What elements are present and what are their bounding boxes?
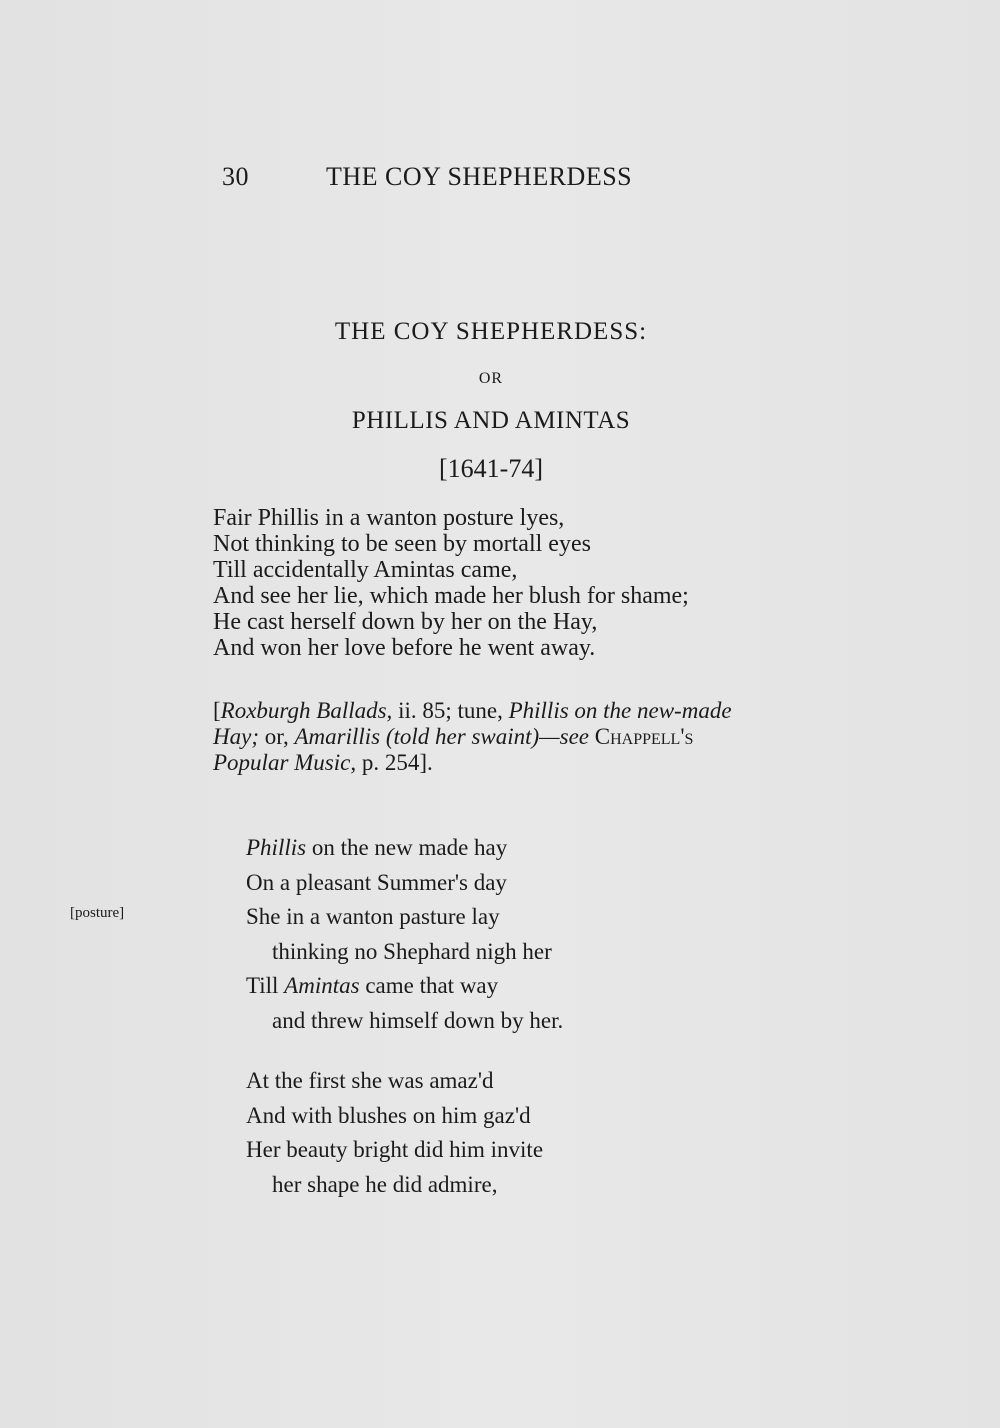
note-ref: ii. 85; tune, bbox=[392, 698, 509, 723]
note-author: Chappell's bbox=[589, 724, 694, 749]
running-head bbox=[222, 162, 632, 192]
note-work: Popular Music, bbox=[213, 750, 357, 775]
argument-line: He cast herself down by her on the Hay, bbox=[213, 609, 598, 635]
note-page: p. 254]. bbox=[356, 750, 433, 775]
margin-note: [posture] bbox=[70, 905, 125, 921]
verse-text: Till bbox=[246, 973, 285, 999]
argument-line: And see her lie, which made her blush for shame; bbox=[213, 583, 689, 609]
verse-line: And with blushes on him gaz'd bbox=[246, 1102, 531, 1128]
verse-line: her shape he did admire, bbox=[272, 1171, 498, 1197]
verse-line: At the first she was amaz'd bbox=[246, 1068, 494, 1093]
verse-line: thinking no Shephard nigh her bbox=[272, 938, 552, 964]
note-tune-2: Amarillis (told her swaint)—see bbox=[294, 724, 590, 749]
note-bracket: [ bbox=[213, 698, 221, 723]
verse-line: She in a wanton pasture lay bbox=[246, 904, 500, 930]
page-number: 30 bbox=[222, 162, 249, 191]
argument-line: Not thinking to be seen by mortall eyes bbox=[213, 531, 591, 557]
note-or: or, bbox=[258, 724, 295, 749]
verse-line bbox=[246, 969, 563, 1004]
verse-text: on the new made hay bbox=[306, 835, 508, 860]
verse-line: and threw himself down by her. bbox=[272, 1007, 564, 1033]
stanza-2 bbox=[246, 1064, 543, 1202]
ballad-subtitle: PHILLIS AND AMINTAS bbox=[351, 407, 631, 434]
argument-line: Till accidentally Amintas came, bbox=[213, 557, 518, 583]
stanza-1 bbox=[246, 831, 563, 1039]
argument-line: Fair Phillis in a wanton posture lyes, bbox=[213, 505, 565, 531]
verse-line: Her beauty bright did him invite bbox=[246, 1137, 544, 1163]
ballad-date: [1641-74] bbox=[439, 454, 543, 483]
argument-verse bbox=[213, 505, 689, 661]
running-title: THE COY SHEPHERDESS bbox=[326, 162, 633, 191]
verse-line bbox=[246, 831, 563, 866]
note-source: Roxburgh Ballads, bbox=[220, 698, 393, 723]
verse-emphasis: Phillis bbox=[246, 835, 307, 860]
ballad-title: THE COY SHEPHERDESS: bbox=[334, 318, 648, 345]
argument-line: And won her love before he went away. bbox=[213, 635, 596, 661]
verse-emphasis: Amintas bbox=[284, 973, 360, 999]
title-or: OR bbox=[478, 370, 504, 387]
verse-text: came that way bbox=[359, 973, 499, 999]
verse-line: On a pleasant Summer's day bbox=[246, 869, 507, 895]
source-note bbox=[213, 698, 773, 776]
note-tune-1: Phillis on the new-made Hay; bbox=[213, 698, 732, 749]
